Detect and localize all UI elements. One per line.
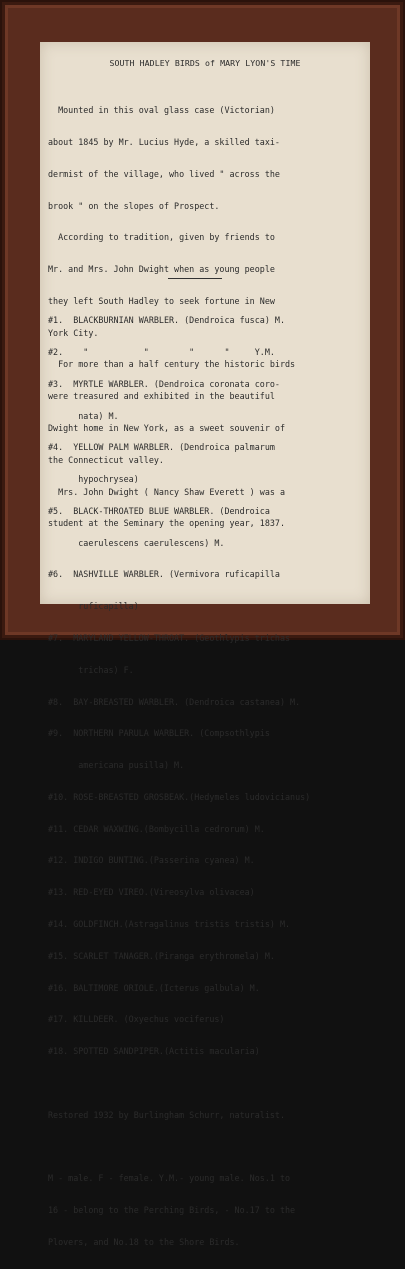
bird-list-line: ruficapilla) — [48, 601, 139, 612]
bird-list-line: #11. CEDAR WAXWING.(Bombycilla cedrorum) M. — [48, 823, 265, 834]
bird-list-line: #3. MYRTLE WARBLER. (Dendroica coronata coro- — [48, 378, 280, 389]
bird-list-line: #15. SCARLET TANAGER.(Piranga erythromela) M. — [48, 950, 275, 961]
intro-line: dermist of the village, who lived " across the — [48, 168, 280, 179]
intro-line: student at the Seminary the opening year, 1837. — [48, 518, 285, 529]
legend-line: 16 - belong to the Perching Birds, - No.17 to the — [48, 1205, 296, 1216]
intro-line: Mr. and Mrs. John Dwight when as young people — [48, 264, 275, 275]
intro-line: York City. — [48, 327, 99, 338]
bird-list-line: #1. BLACKBURNIAN WARBLER. (Dendroica fusca) M. — [48, 315, 285, 326]
bird-list-line: nata) M. — [48, 410, 119, 421]
bird-list-line: #17. KILLDEER. (Oxyechus vociferus) — [48, 1014, 225, 1025]
bird-list-line: #10. ROSE-BREASTED GROSBEAK.(Hedymeles ludovicianus) — [48, 791, 311, 802]
intro-line: brook " on the slopes of Prospect. — [48, 200, 220, 211]
bird-list-line: trichas) F. — [48, 664, 134, 675]
bird-list-line: #13. RED-EYED VIREO.(Vireosylva olivacea) — [48, 887, 255, 898]
bird-list-line: #7. MARYLAND YELLOW-THROAT. (Geothlypis trichas — [48, 633, 291, 643]
blank-line — [48, 1078, 366, 1089]
bird-list-line: #2. " " " " Y.M. — [48, 346, 275, 357]
bird-list-line: #5. BLACK-THROATED BLUE WARBLER. (Dendroica — [48, 505, 270, 516]
bird-list-line: #9. NORTHERN PARULA WARBLER. (Compsothlypis — [48, 728, 270, 739]
bird-list-line: caerulescens caerulescens) M. — [48, 537, 225, 548]
intro-line: Mrs. John Dwight ( Nancy Shaw Everett ) was a — [48, 486, 285, 497]
intro-line: about 1845 by Mr. Lucius Hyde, a skilled taxi- — [48, 136, 280, 147]
intro-line: they left South Hadley to seek fortune in New — [48, 295, 275, 306]
restoration-note: Restored 1932 by Burlingham Schurr, naturalist. — [48, 1109, 285, 1120]
intro-line: Mounted in this oval glass case (Victorian) — [48, 105, 275, 116]
bird-list-line: hypochrysea) — [48, 474, 139, 485]
intro-line: Dwight home in New York, as a sweet souvenir of — [48, 423, 285, 433]
typed-document — [40, 42, 370, 1247]
legend-line: M - male. F - female. Y.M.- young male. Nos.1 to — [48, 1173, 291, 1184]
legend-line: Plovers, and No.18 to the Shore Birds. — [48, 1236, 240, 1247]
bird-list-line: #4. YELLOW PALM WARBLER. (Dendroica palmarum — [48, 442, 275, 453]
separator-rule — [168, 278, 222, 279]
bird-list-line: #18. SPOTTED SANDPIPER.(Actitis macularia) — [48, 1046, 260, 1057]
bird-list-line: #12. INDIGO BUNTING.(Passerina cyanea) M. — [48, 855, 255, 866]
intro-line: the Connecticut valley. — [48, 454, 164, 465]
bird-list-line: #6. NASHVILLE WARBLER. (Vermivora ruficapilla — [48, 569, 280, 580]
intro-line: According to tradition, given by friends to — [48, 232, 275, 243]
bird-list-line: #16. BALTIMORE ORIOLE.(Icterus galbula) M. — [48, 982, 260, 993]
bird-list-line: #8. BAY-BREASTED WARBLER. (Dendroica castanea) M. — [48, 696, 301, 707]
intro-line: For more than a half century the historic birds — [48, 359, 296, 370]
document-title: SOUTH HADLEY BIRDS of MARY LYON'S TIME — [109, 58, 301, 68]
bird-list-line: americana pusilla) M. — [48, 760, 185, 771]
bird-list — [48, 294, 366, 1269]
intro-line: were treasured and exhibited in the beautiful — [48, 391, 275, 402]
bird-list-line: #14. GOLDFINCH.(Astragalinus tristis tristis) M. — [48, 919, 291, 930]
blank-line — [48, 1142, 366, 1153]
